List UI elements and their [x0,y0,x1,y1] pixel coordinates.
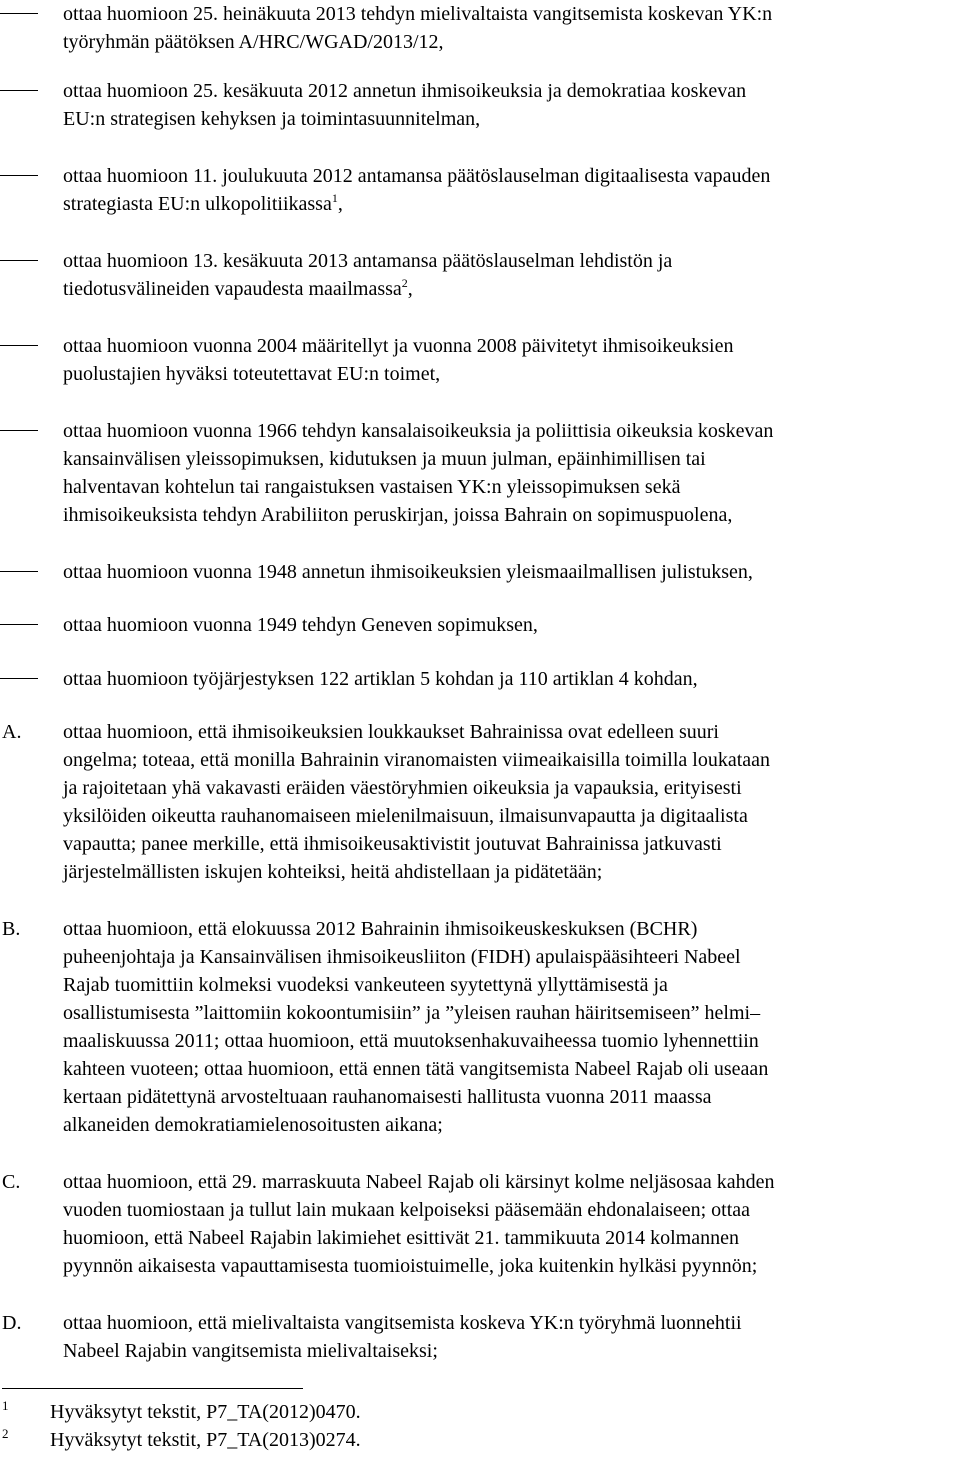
dash-icon [0,345,38,346]
text-line-content: vapautta; panee merkille, että ihmisoikeusaktivistit joutuvat Bahrainissa jatkuvasti [63,833,722,855]
text-line [63,105,480,133]
text-line [63,0,772,28]
text-line [63,162,770,190]
text-line-content: vuoden tuomiostaan ja tullut lain mukaan kelpoiseksi pääsemään ehdonalaiseen; ottaa [63,1199,751,1221]
dash-icon [0,571,38,572]
text-line-content: ottaa huomioon, että ihmisoikeuksien loukkaukset Bahrainissa ovat edelleen suuri [63,721,719,743]
footnote-separator [2,1388,303,1389]
text-line [63,943,741,971]
dash-icon [0,175,38,176]
text-line [63,501,732,529]
text-line-content: ja rajoitetaan yhä vakavasti eräiden väestöryhmien oikeuksia ja vapauksia, erityisesti [63,777,742,799]
text-line [63,915,697,943]
text-line-content: ottaa huomioon vuonna 1949 tehdyn Geneven sopimuksen, [63,614,538,636]
text-line [63,971,668,999]
text-line-content: halventavan kohtelun tai rangaistuksen vastaisen YK:n yleissopimuksen sekä [63,476,681,498]
text-line-content: EU:n strategisen kehyksen ja toimintasuunnitelman, [63,108,481,130]
text-line-content: ottaa huomioon, että 29. marraskuuta Nabeel Rajab oli kärsinyt kolme neljäsosaa kahden [63,1171,775,1193]
text-line-content: yksilöiden oikeutta rauhanomaiseen mielenilmaisuun, ilmaisunvapautta ja digitaalista [63,805,748,827]
text-line-content: ihmisoikeuksista tehdyn Arabiliiton peruskirjan, joissa Bahrain on sopimuspuolena, [63,504,733,526]
text-line-content: kansainvälisen yleissopimuksen, kidutuksen ja muun julman, epäinhimillisen tai [63,448,706,470]
recital-letter-label: A. [2,721,22,743]
text-line [63,360,440,388]
text-line-content: osallistumisesta ”laittomiin kokoontumisiin” ja ”yleisen rauhan häiritsemiseen” helmi– [63,1002,761,1024]
text-line [63,1224,739,1252]
text-line [63,77,746,105]
text-line [63,1252,757,1280]
text-line [63,1111,443,1139]
recital-letter-label: D. [2,1312,22,1334]
text-line [63,1055,768,1083]
footnote-text: Hyväksytyt tekstit, P7_TA(2013)0274. [50,1429,361,1451]
text-line-content: työryhmän päätöksen A/HRC/WGAD/2013/12, [63,31,444,53]
text-line-content: ottaa huomioon 25. kesäkuuta 2012 annetun ihmisoikeuksia ja demokratiaa koskevan [63,80,747,102]
text-line-content: strategiasta EU:n ulkopolitiikassa [63,193,332,215]
text-line [63,1027,759,1055]
text-line-content: ottaa huomioon 13. kesäkuuta 2013 antamansa päätöslauselman lehdistön ja [63,250,673,272]
text-line-content: puheenjohtaja ja Kansainvälisen ihmisoikeusliiton (FIDH) apulaispääsihteeri Nabeel [63,946,741,968]
text-line-content: ottaa huomioon työjärjestyksen 122 artiklan 5 kohdan ja 110 artiklan 4 kohdan, [63,668,698,690]
text-line-content: ottaa huomioon 11. joulukuuta 2012 antamansa päätöslauselman digitaalisesta vapauden [63,165,771,187]
text-line-content: järjestelmällisten iskujen kohteiksi, heitä ahdistellaan ja pidätetään; [63,861,603,883]
footnote-reference[interactable]: 2 [401,276,408,290]
dash-icon [0,260,38,261]
text-line [63,275,413,303]
text-line-content: Nabeel Rajabin vangitsemista mielivaltaiseksi; [63,1340,438,1362]
text-line-content: pyynnön aikaisesta vapauttamisesta tuomioistuimelle, joka kuitenkin hylkäsi pyynnön; [63,1255,758,1277]
text-line [63,445,706,473]
text-line [63,718,719,746]
footnote-number: 2 [2,1426,9,1441]
text-line [63,1309,742,1337]
text-line-content: ottaa huomioon vuonna 1966 tehdyn kansalaisoikeuksia ja poliittisia oikeuksia koskevan [63,420,774,442]
text-line-content: tiedotusvälineiden vapaudesta maailmassa [63,278,402,300]
text-line-content: ottaa huomioon, että mielivaltaista vangitsemista koskeva YK:n työryhmä luonnehtii [63,1312,742,1334]
footnote-reference[interactable]: 1 [331,191,338,205]
text-line [63,1337,438,1365]
text-line-content: ottaa huomioon vuonna 2004 määritellyt ja vuonna 2008 päivitetyt ihmisoikeuksien [63,335,734,357]
text-line [63,332,733,360]
text-line [63,665,698,693]
text-line [63,1168,774,1196]
text-line [63,999,760,1027]
text-line [63,1083,712,1111]
footnote-text: Hyväksytyt tekstit, P7_TA(2012)0470. [50,1401,361,1423]
recital-letter-label: B. [2,918,21,940]
text-line [63,774,742,802]
text-line-content: huomioon, että Nabeel Rajabin lakimiehet esittivät 21. tammikuuta 2014 kolmannen [63,1227,739,1249]
dash-icon [0,90,38,91]
dash-icon [0,624,38,625]
dash-icon [0,678,38,679]
text-line-content: Rajab tuomittiin kolmeksi vuodeksi vankeuteen syytettynä yllyttämisestä ja [63,974,668,996]
text-line [63,247,672,275]
text-line-content: ottaa huomioon vuonna 1948 annetun ihmisoikeuksien yleismaailmallisen julistuksen, [63,561,753,583]
text-line-content: kertaan pidätettynä arvosteltuaan rauhanomaisesti hallitusta vuonna 2011 maassa [63,1086,712,1108]
text-line-content: ottaa huomioon, että elokuussa 2012 Bahrainin ihmisoikeuskeskuksen (BCHR) [63,918,698,940]
trailing-punctuation: , [337,193,343,215]
text-line [63,746,770,774]
text-line [63,611,538,639]
text-line-content: ottaa huomioon 25. heinäkuuta 2013 tehdyn mielivaltaista vangitsemista koskevan YK:n [63,3,773,25]
text-line [63,417,773,445]
text-line [63,858,602,886]
dash-icon [0,13,38,14]
text-line [63,802,748,830]
text-line-content: maaliskuussa 2011; ottaa huomioon, että muutoksenhakuvaiheessa tuomio lyhennettiin [63,1030,759,1052]
text-line [63,190,343,218]
footnote-number: 1 [2,1398,9,1413]
trailing-punctuation: , [407,278,413,300]
text-line-content: alkaneiden demokratiamielenosoitusten aikana; [63,1114,443,1136]
recital-letter-label: C. [2,1171,21,1193]
text-line-content: ongelma; toteaa, että monilla Bahrainin viranomaisten viimeaikaisilla toimilla loukataan [63,749,771,771]
text-line [63,558,753,586]
text-line [63,830,722,858]
text-line [63,1196,750,1224]
dash-icon [0,430,38,431]
text-line [63,28,444,56]
text-line [63,473,680,501]
text-line-content: kahteen vuoteen; ottaa huomioon, että ennen tätä vangitsemista Nabeel Rajab oli useaan [63,1058,769,1080]
text-line-content: puolustajien hyväksi toteutettavat EU:n toimet, [63,363,441,385]
